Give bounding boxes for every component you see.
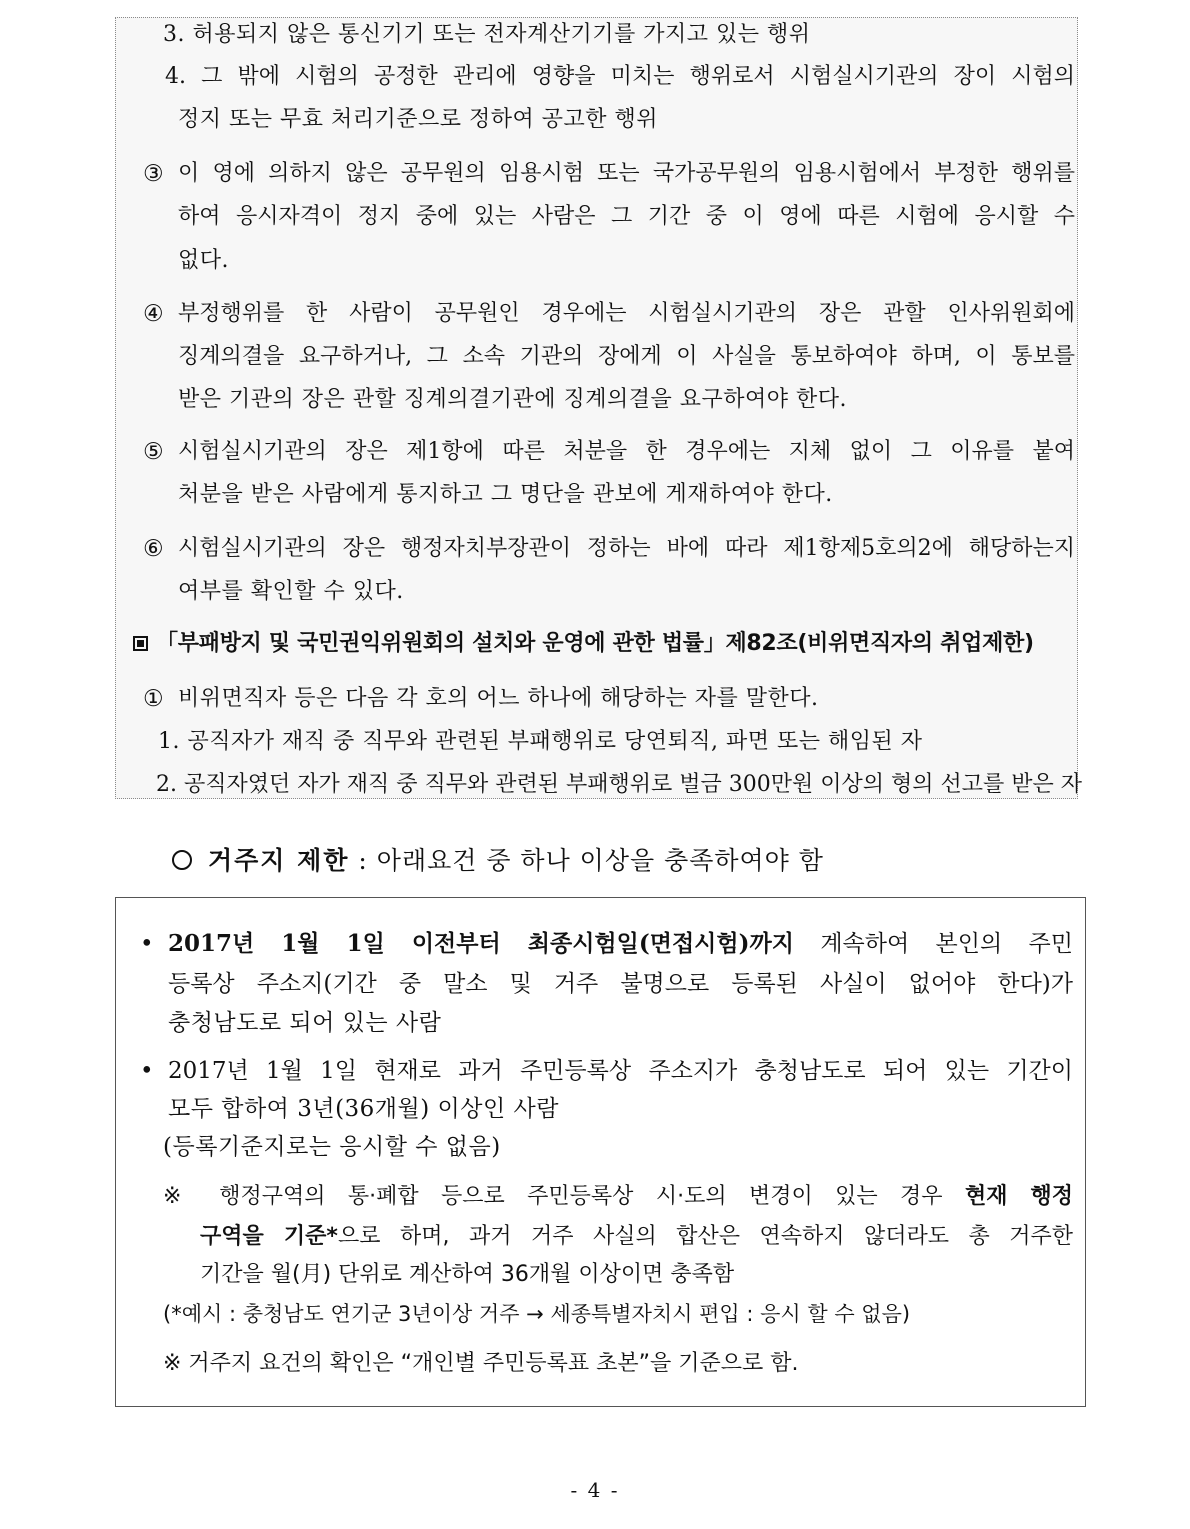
circle-bullet-icon: [172, 850, 192, 870]
bullet-2-line1: 2017년 1월 1일 현재로 과거 주민등록상 주소지가 충청남도로 되어 있는 기간이: [168, 1058, 1073, 1084]
bullet-dot-icon: •: [140, 931, 154, 957]
para-6-number: ⑥: [143, 536, 164, 562]
para-6-line1: 시험실시기관의 장은 행정자치부장관이 정하는 바에 따라 제1항제5호의2에 해당하는지: [178, 536, 1075, 561]
law-para-1-number: ①: [143, 686, 164, 712]
law-item-2: 2. 공직자였던 자가 재직 중 직무와 관련된 부패행위로 벌금 300만원 이상의 형의 선고를 받은 자: [156, 772, 1082, 797]
para-3-number: ③: [143, 161, 164, 187]
para-5-line1: 시험실시기관의 장은 제1항에 따른 처분을 한 경우에는 지체 없이 그 이유를 붙여: [178, 439, 1075, 464]
para-4-number: ④: [143, 301, 164, 327]
para-4-line3: 받은 기관의 장은 관할 징계의결기관에 징계의결을 요구하여야 한다.: [178, 387, 848, 412]
note-1-line2: [200, 1223, 1073, 1251]
item-4-line1: 4. 그 밖에 시험의 공정한 관리에 영향을 미치는 행위로서 시험실시기관의 장이 시험의: [165, 64, 1075, 89]
note-2: ※ 거주지 요건의 확인은 “개인별 주민등록표 초본”을 기준으로 함.: [163, 1351, 799, 1376]
para-5-number: ⑤: [143, 439, 164, 465]
bullet-1-line1: [168, 930, 1073, 958]
square-bullet-icon: [133, 636, 148, 651]
law-title-text: 「부패방지 및 국민권익위원회의 설치와 운영에 관한 법률」제82조(비위면직자의 취업제한): [156, 631, 1034, 656]
bullet-1-rest: 계속하여 본인의 주민: [820, 931, 1073, 957]
note-1-rest: 으로 하며, 과거 거주 사실의 합산은 연속하지 않더라도 총 거주한: [337, 1224, 1073, 1249]
bullet-1-bold: 2017년 1월 1일 이전부터 최종시험일(면접시험)까지: [168, 930, 794, 957]
bullet-1-line3: 충청남도로 되어 있는 사람: [168, 1010, 442, 1036]
note-1-line3: 기간을 월(月) 단위로 계산하여 36개월 이상이면 충족함: [200, 1262, 735, 1287]
para-3-line2: 하여 응시자격이 정지 중에 있는 사람은 그 기간 중 이 영에 따른 시험에 응시할 수: [178, 204, 1075, 229]
item-4-line2: 정지 또는 무효 처리기준으로 정하여 공고한 행위: [178, 107, 659, 132]
page-number: - 4 -: [570, 1478, 620, 1502]
residence-heading: [172, 845, 824, 877]
note-1-bold-2: 구역을 기준*: [200, 1224, 338, 1249]
law-para-1: 비위면직자 등은 다음 각 호의 어느 하나에 해당하는 자를 말한다.: [178, 686, 819, 711]
note-1-pre: ※ 행정구역의 통·폐합 등으로 주민등록상 시·도의 변경이 있는 경우: [163, 1184, 943, 1209]
item-3: 3. 허용되지 않은 통신기기 또는 전자계산기기를 가지고 있는 행위: [163, 22, 811, 47]
para-4-line1: 부정행위를 한 사람이 공무원인 경우에는 시험실시기관의 장은 관할 인사위원회에: [178, 301, 1075, 326]
bullet-2-line3: (등록기준지로는 응시할 수 없음): [163, 1134, 501, 1160]
residence-heading-rest: : 아래요건 중 하나 이상을 충족하여야 함: [358, 846, 824, 875]
note-1-line1: [163, 1183, 1073, 1211]
law-item-1: 1. 공직자가 재직 중 직무와 관련된 부패행위로 당연퇴직, 파면 또는 해임된 자: [158, 729, 923, 754]
note-1-bold: 현재 행정: [964, 1184, 1074, 1209]
bullet-dot-icon: •: [140, 1058, 154, 1084]
bullet-2-line2: 모두 합하여 3년(36개월) 이상인 사람: [168, 1096, 559, 1122]
para-5-line2: 처분을 받은 사람에게 통지하고 그 명단을 관보에 게재하여야 한다.: [178, 482, 833, 507]
residence-heading-bold: 거주지 제한: [208, 846, 350, 875]
para-4-line2: 징계의결을 요구하거나, 그 소속 기관의 장에게 이 사실을 통보하여야 하며, 이 통보를: [178, 344, 1075, 369]
bullet-1-line2: 등록상 주소지(기간 중 말소 및 거주 불명으로 등록된 사실이 없어야 한다)가: [168, 971, 1073, 997]
para-3-line3: 없다.: [178, 248, 229, 273]
law-title: [133, 630, 1034, 658]
para-3-line1: 이 영에 의하지 않은 공무원의 임용시험 또는 국가공무원의 임용시험에서 부정한 행위를: [178, 161, 1075, 186]
para-6-line2: 여부를 확인할 수 있다.: [178, 579, 404, 604]
example-line: (*예시 : 충청남도 연기군 3년이상 거주 → 세종특별자치시 편입 : 응시 할 수 없음): [163, 1302, 911, 1326]
